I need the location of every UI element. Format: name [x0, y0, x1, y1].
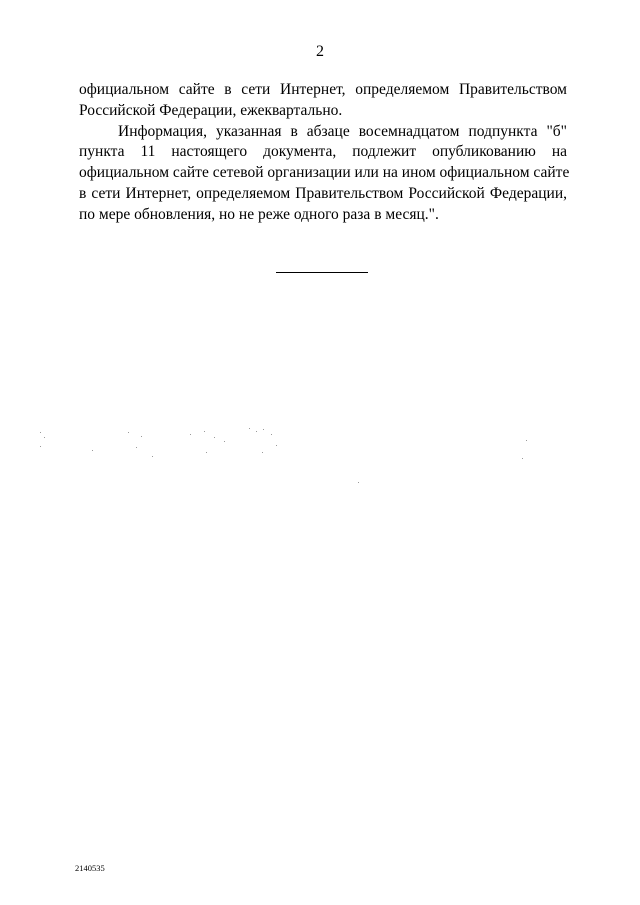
text-line: пункта 11 настоящего документа, подлежит опубликованию на: [79, 143, 567, 161]
text-line: Российской Федерации, ежеквартально.: [79, 101, 343, 119]
document-code: 2140535: [75, 863, 105, 873]
text-line: Информация, указанная в абзаце восемнадцатом подпункта "б": [118, 122, 567, 140]
text-line: официальном сайте в сети Интернет, определяемом Правительством: [79, 81, 567, 98]
text-line: по мере обновления, но не реже одного раза в месяц.".: [79, 205, 439, 223]
page-number: 2: [316, 43, 324, 60]
text-line: официальном сайте сетевой организации или на ином официальном сайте: [79, 164, 570, 182]
text-line: в сети Интернет, определяемом Правительством Российской Федерации,: [79, 184, 567, 202]
